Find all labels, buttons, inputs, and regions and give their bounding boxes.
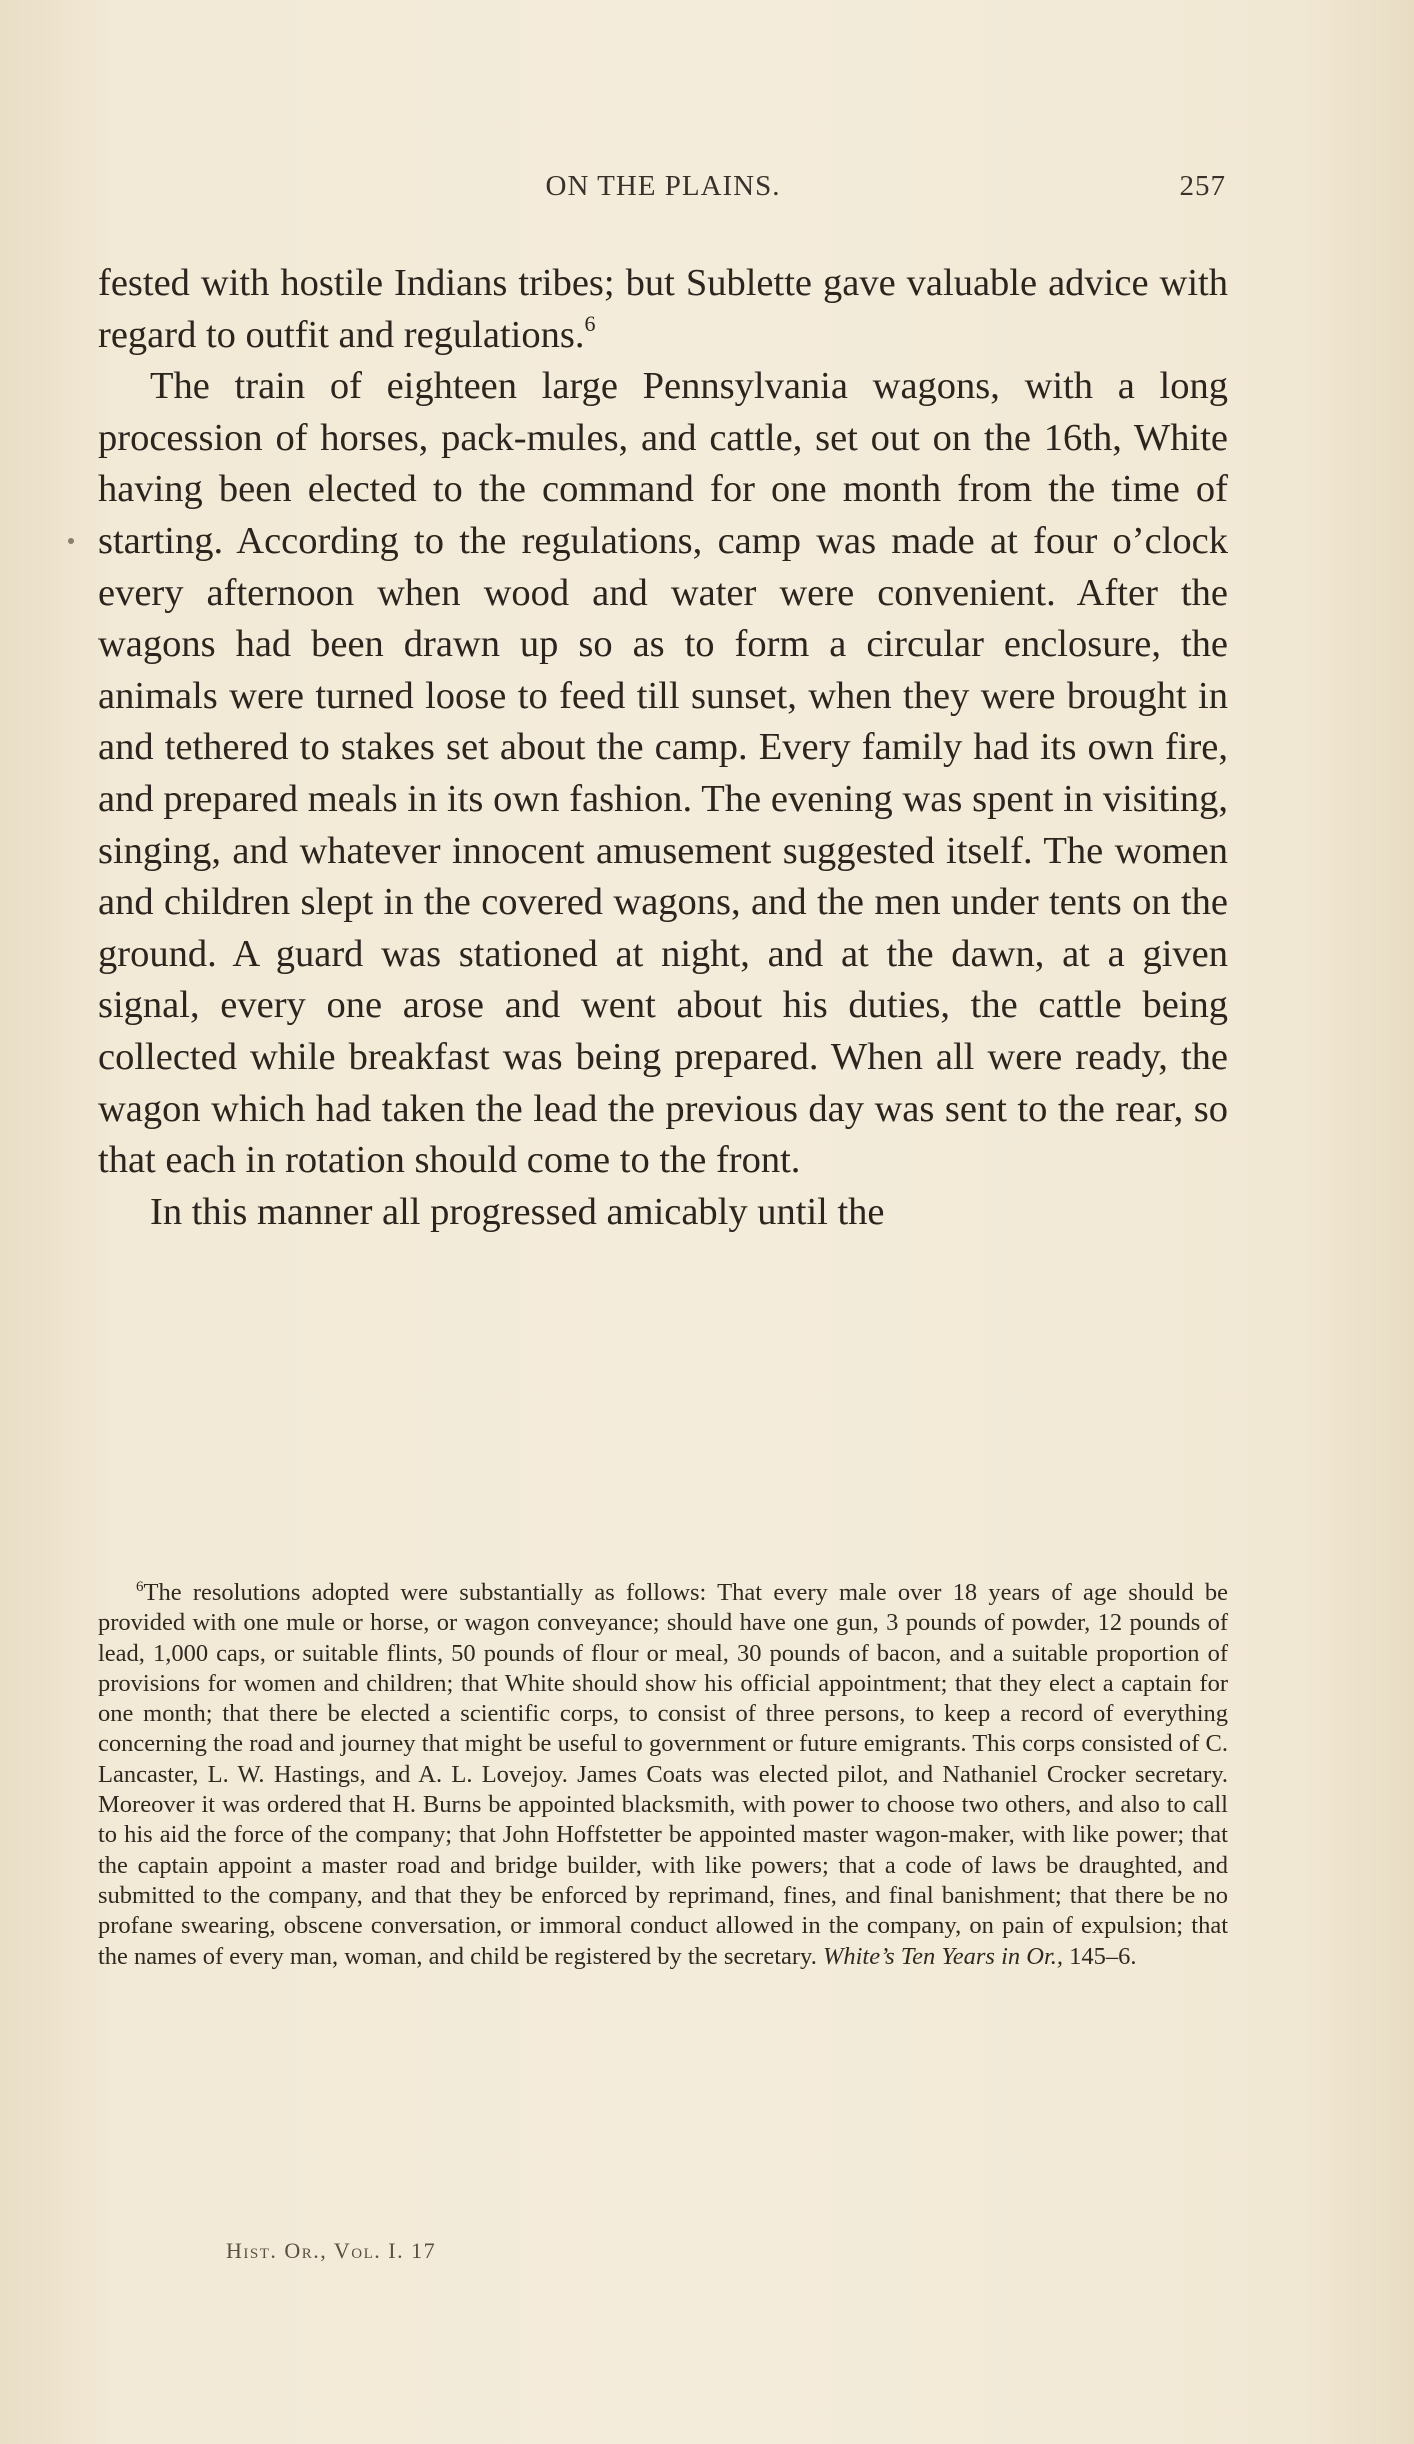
paragraph-1-text: fested with hostile Indians tribes; but Sublette gave valuable advice with regard to outfit and regulations. xyxy=(98,262,1228,356)
main-text xyxy=(98,258,1228,1238)
footnote-text: The resolutions adopted were substantially as follows: That every male over 18 years of age should be provided with one mule or horse, or wagon conveyance; should have one gun, 3 pounds of powder, 12 pounds of lead, 1,000 caps, or suitable flints, 50 pounds of flour or meal, 30 pounds of bacon, and a suitable proportion of provisions for women and children; that White should show his official appointment; that they elect a captain for one month; that there be elected a scientific corps, to consist of three persons, to keep a record of everything concerning the road and journey that might be useful to government or future emigrants. This corps consisted of C. Lancaster, L. W. Hastings, and A. L. Lovejoy. James Coats was elected pilot, and Nathaniel Crocker secretary. Moreover it was ordered that H. Burns be appointed blacksmith, with power to choose two others, and also to call to his aid the force of the company; that John Hoffstetter be appointed master wagon-maker, with like power; that the captain appoint a master road and bridge builder, with like powers; that a code of laws be draughted, and submitted to the company, and that they be enforced by reprimand, fines, and final banishment; that there be no profane swearing, obscene conversation, or immoral conduct allowed in the company, on pain of expulsion; that the names of every man, woman, and child be registered by the secretary. xyxy=(98,1579,1228,1970)
paragraph-3: In this manner all progressed amicably until the xyxy=(150,1190,885,1233)
running-header xyxy=(100,170,1226,214)
footnote xyxy=(98,1578,1228,1972)
footnote-marker: 6 xyxy=(136,1579,144,1595)
page-number: 257 xyxy=(1179,170,1226,202)
running-title: ON THE PLAINS. xyxy=(545,170,781,202)
signature-line: Hist. Or., Vol. I. 17 xyxy=(226,2238,437,2263)
footnote-citation: White’s Ten Years in Or., xyxy=(822,1942,1064,1970)
footnote-paragraph xyxy=(98,1578,1228,1972)
footnote-reference: 6 xyxy=(584,310,596,336)
footnote-pages: 145–6. xyxy=(1069,1942,1137,1970)
paragraph-1 xyxy=(98,258,1228,361)
paragraph-2: The train of eighteen large Pennsylvania wagons, with a long procession of horses, pack-mules, and cattle, set out on the 16th, White having been elected to the command for one month from the time of starting. According to the regulations, camp was made at four o’clock every afternoon when wood and water were convenient. After the wagons had been drawn up so as to form a circular enclosure, the animals were turned loose to feed till sunset, when they were brought in and tethered to stakes set about the camp. Every family had its own fire, and prepared meals in its own fashion. The evening was spent in visiting, singing, and whatever innocent amusement suggested itself. The women and children slept in the covered wagons, and the men under tents on the ground. A guard was stationed at night, and at the dawn, at a given signal, every one arose and went about his duties, the cattle being collected while breakfast was being prepared. When all were ready, the wagon which had taken the lead the previous day was sent to the rear, so that each in rotation should come to the front. xyxy=(98,365,1228,1182)
margin-mark xyxy=(68,538,74,544)
